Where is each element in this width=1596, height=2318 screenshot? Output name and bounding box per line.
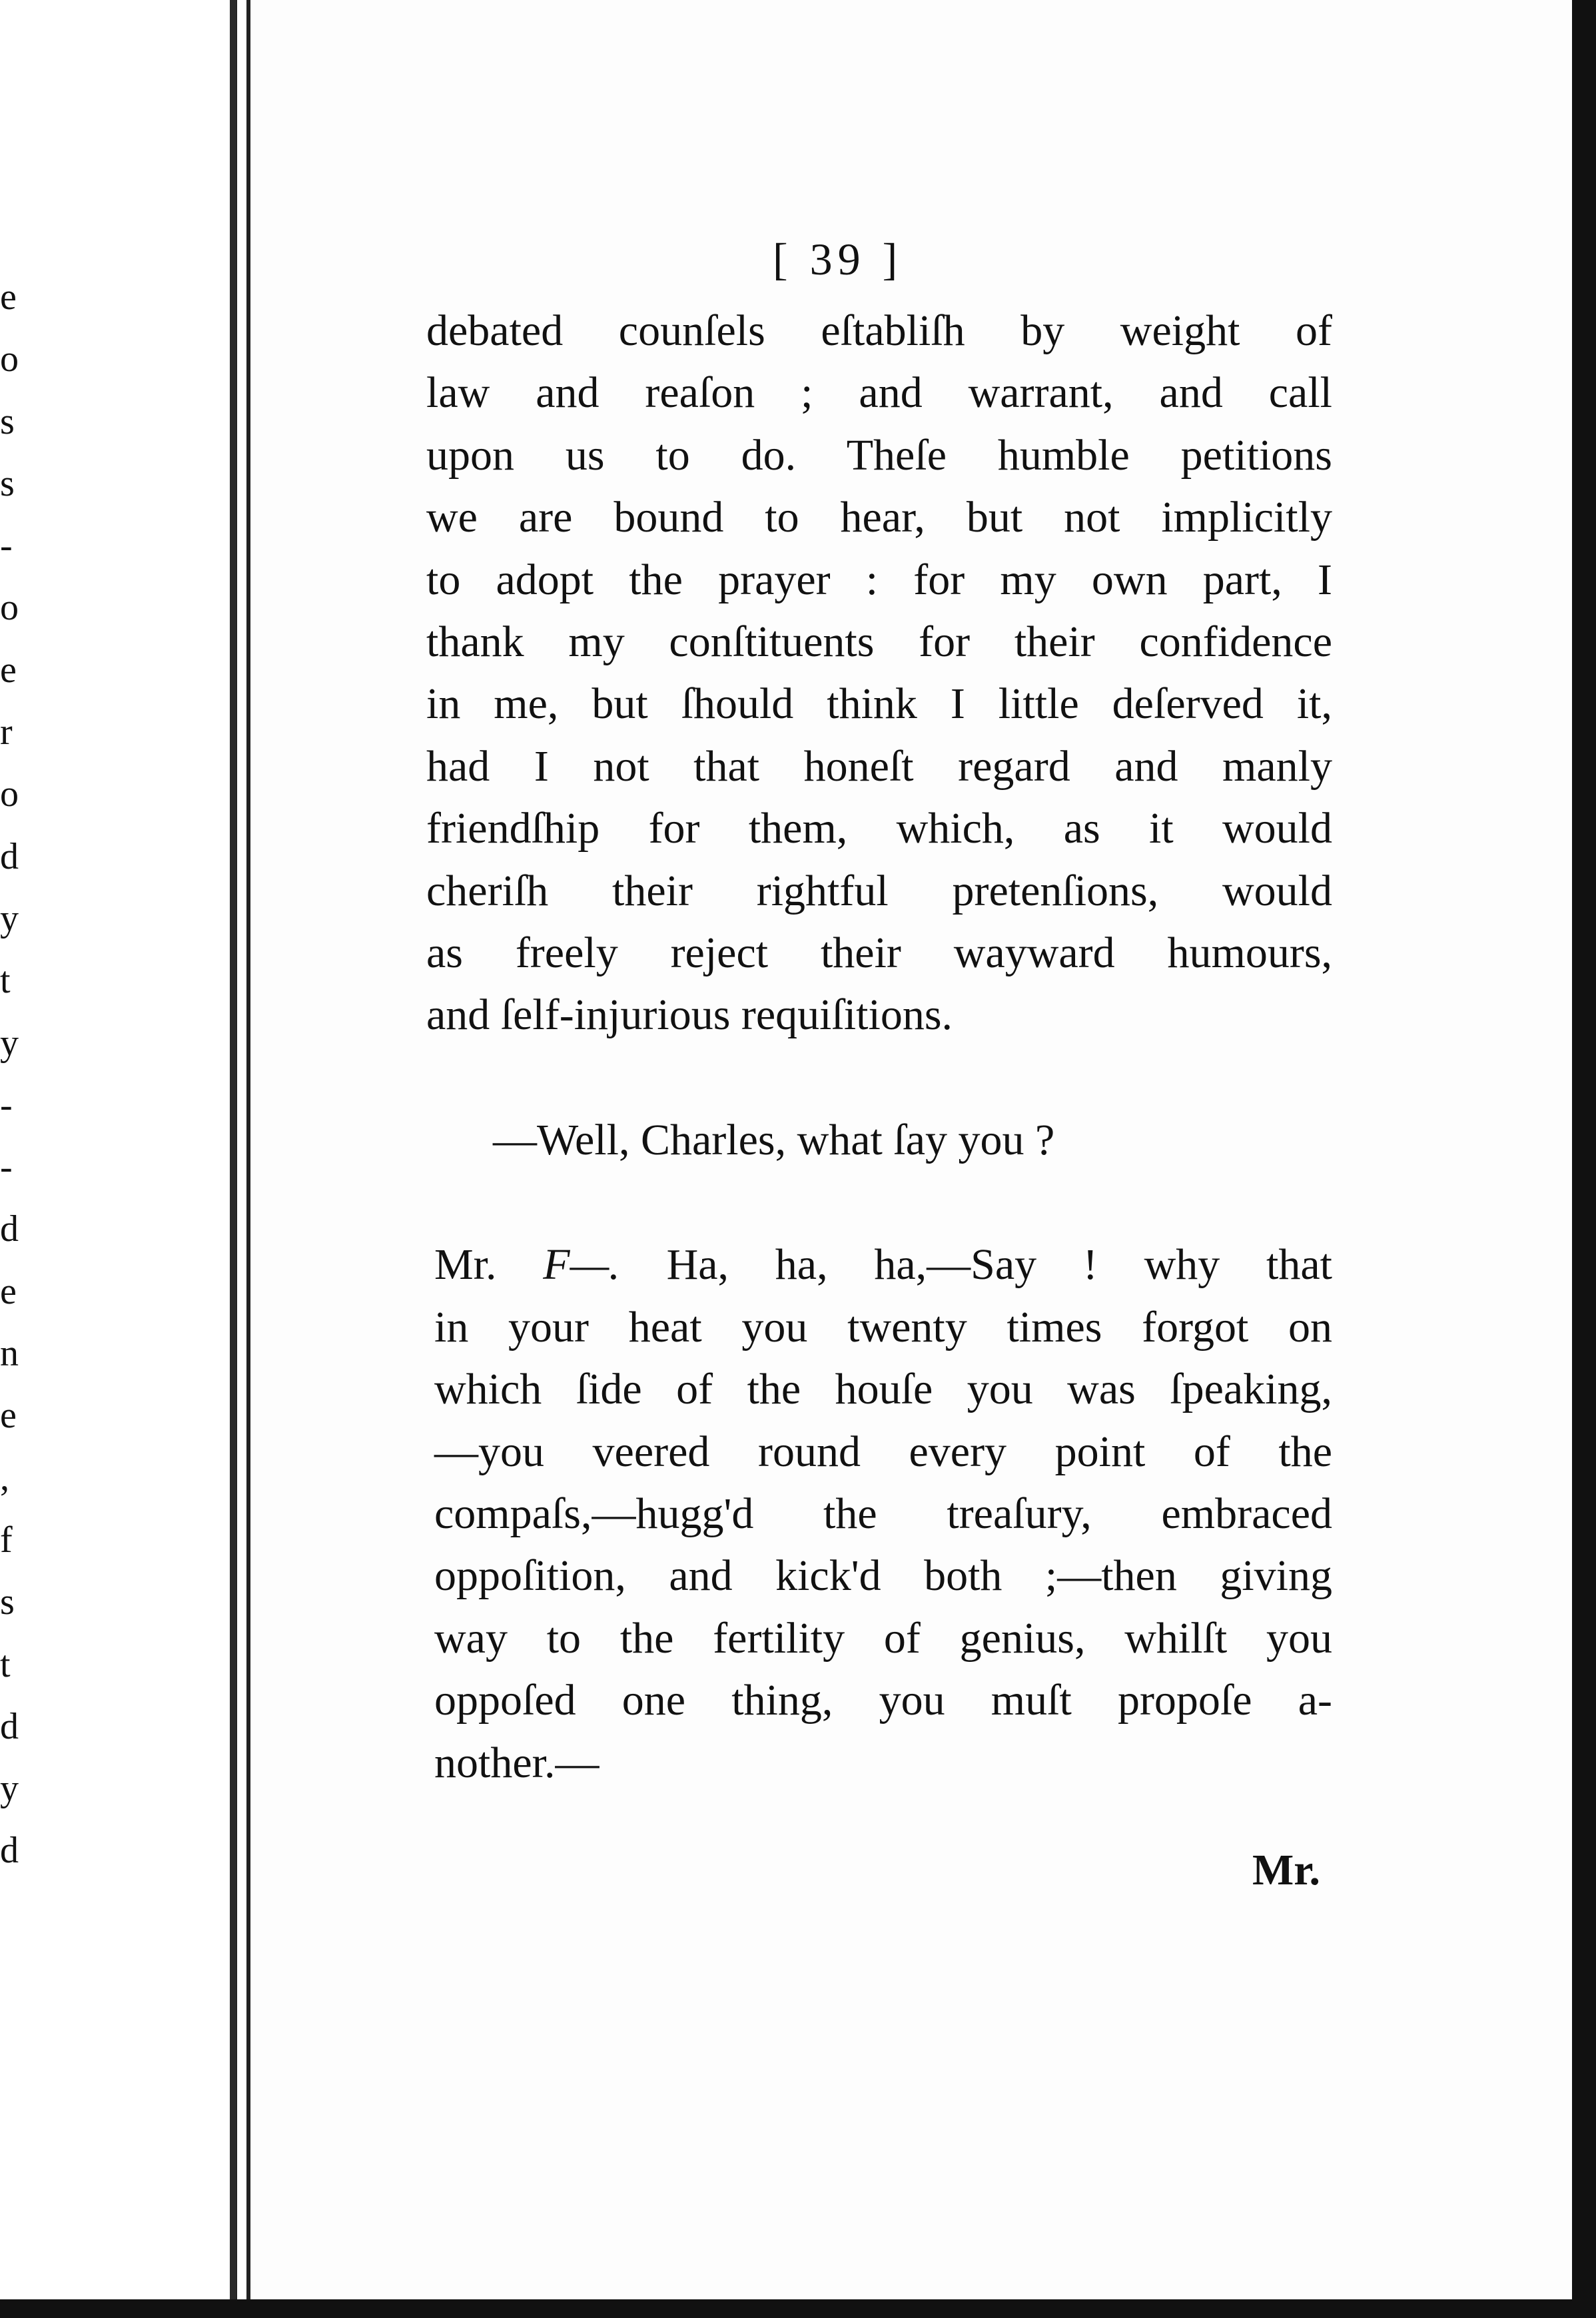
facing-page-fragment: y (0, 1768, 19, 1810)
facing-page-fragment: n (0, 1333, 19, 1375)
text-line: which ſide of the houſe you was ſpeaking, (434, 1365, 1332, 1414)
facing-page-fragment: d (0, 1830, 19, 1872)
facing-page-fragment: e (0, 1270, 17, 1312)
paragraph-2 (426, 1109, 1332, 1171)
text-line: to adopt the prayer : for my own part, I (426, 555, 1332, 604)
facing-page-fragment: r (0, 711, 13, 753)
facing-page-fragment: y (0, 1022, 19, 1064)
text-line: in your heat you twenty times forgot on (434, 1302, 1332, 1352)
text-line: had I not that honeſt regard and manly (426, 741, 1332, 791)
gutter (237, 0, 250, 2318)
text-line: and ſelf-injurious requiſitions. (426, 990, 953, 1040)
speaker-name: F—. (543, 1240, 620, 1290)
facing-page-fragment: t (0, 960, 11, 1002)
text-line: debated counſels eſtabliſh by weight of (426, 306, 1332, 355)
text-line: in me, but ſhould think I little deſerved it, (426, 679, 1332, 729)
text-line: as freely reject their wayward humours, (426, 929, 1332, 978)
paragraph-3 (426, 1234, 1332, 1794)
text-line: upon us to do. Theſe humble petitions (426, 430, 1332, 480)
facing-page-fragment: d (0, 1208, 19, 1250)
text-line: nother.— (434, 1738, 599, 1787)
catchword: Mr. (1252, 1846, 1321, 1894)
facing-page-fragment: - (0, 1084, 13, 1126)
text-line: compaſs,—hugg'd the treaſury, embraced (434, 1489, 1332, 1538)
facing-page-fragment: - (0, 525, 13, 567)
facing-page-fragment: t (0, 1643, 11, 1685)
facing-page-fragment: , (0, 1457, 9, 1499)
facing-page-fragment: y (0, 897, 19, 939)
facing-page-fragment: e (0, 649, 17, 691)
speaker-prefix: Mr. (434, 1240, 497, 1290)
page-number-header: [ 39 ] (773, 234, 903, 284)
page-body (426, 300, 1332, 1794)
facing-page-edge (230, 0, 236, 2318)
speech-first-line-rest: Ha, ha, ha,—Say ! why that (666, 1240, 1333, 1290)
text-line: cheriſh their rightful pretenſions, would (426, 866, 1332, 915)
text-line: we are bound to hear, but not implicitly (426, 493, 1332, 542)
facing-page-fragment: o (0, 338, 19, 380)
facing-page-fragments (0, 266, 27, 1882)
right-edge-shadow (1572, 0, 1596, 2318)
bottom-edge-shadow (0, 2299, 1596, 2318)
text-line: —Well, Charles, what ſay you ? (493, 1115, 1055, 1164)
facing-page-fragment: e (0, 1395, 17, 1437)
facing-page-fragment: f (0, 1519, 13, 1561)
paragraph-gap (426, 1171, 1332, 1234)
text-line: —you veered round every point of the (434, 1427, 1332, 1476)
facing-page-fragment: o (0, 587, 19, 629)
paragraph-gap (426, 1046, 1332, 1109)
facing-page-fragment: o (0, 773, 19, 815)
facing-page-fragment: s (0, 462, 15, 504)
facing-page-fragment: e (0, 276, 17, 318)
speech-first-line (426, 1234, 1332, 1296)
facing-page-fragment: d (0, 835, 19, 877)
text-line: friendſhip for them, which, as it would (426, 804, 1332, 853)
text-line: oppoſed one thing, you muſt propoſe a- (434, 1676, 1332, 1725)
facing-page (0, 0, 237, 2318)
facing-page-fragment: s (0, 400, 15, 442)
facing-page-fragment: d (0, 1705, 19, 1747)
text-line: oppoſition, and kick'd both ;—then giving (434, 1551, 1332, 1601)
facing-page-fragment: - (0, 1146, 13, 1188)
paragraph-1 (426, 300, 1332, 1046)
text-line: thank my conſtituents for their confidence (426, 617, 1332, 667)
text-line: way to the fertility of genius, whilſt you (434, 1613, 1332, 1663)
text-line: law and reaſon ; and warrant, and call (426, 368, 1332, 418)
facing-page-fragment: s (0, 1581, 15, 1623)
